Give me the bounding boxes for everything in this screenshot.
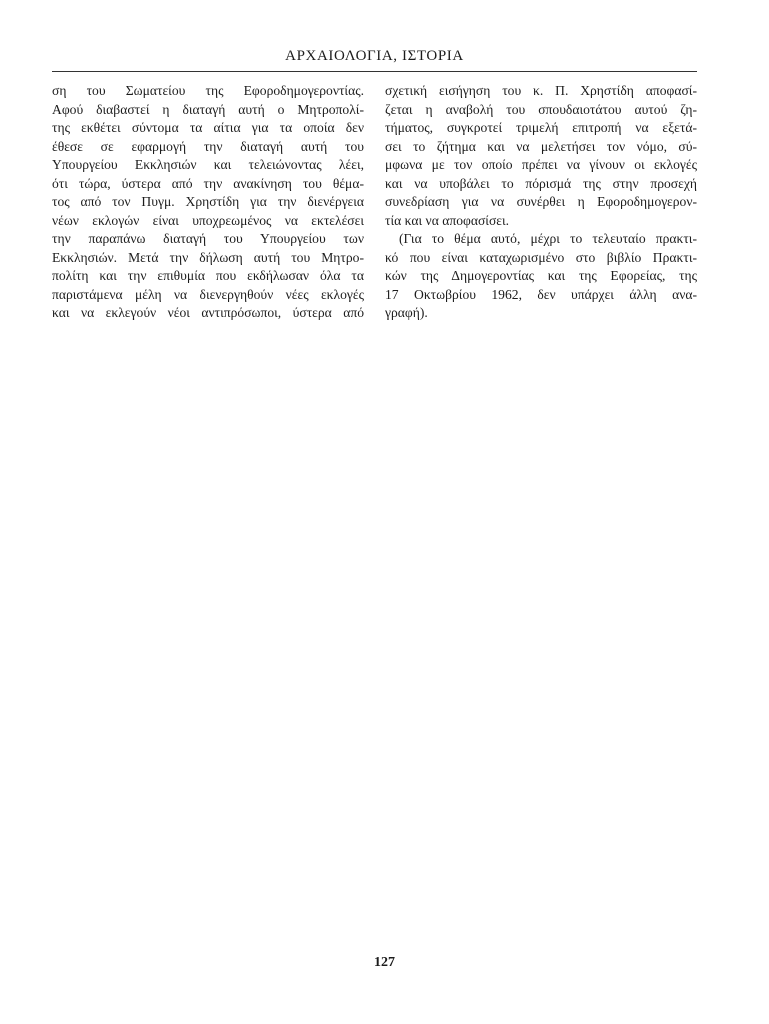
running-header: ΑΡΧΑΙΟΛΟΓΙΑ, ΙΣΤΟΡΙΑ [285, 48, 464, 64]
text-line: νέων εκλογών είναι υποχρεωμένος να εκτελέσει [52, 212, 364, 228]
text-line: έθεσε σε εφαρμογή την διαταγή αυτή του [52, 138, 364, 154]
text-line: και να υποβάλει το πόρισμά της στην προσεχή [385, 175, 697, 191]
text-line: ζεται η αναβολή του σπουδαιοτάτου αυτού ζη- [385, 101, 697, 117]
text-line: πολίτη και την επιθυμία που εκδήλωσαν όλα τα [52, 268, 364, 283]
text-line: τία και να αποφασίσει. [385, 212, 510, 228]
text-line: τος από τον Πυγμ. Χρηστίδη για την διενέργεια [52, 194, 364, 209]
text-line: Εκκλησιών. Μετά την δήλωση αυτή του Μητρο- [52, 249, 364, 265]
right-text-column [385, 82, 697, 323]
text-line: (Για το θέμα αυτό, μέχρι το τελευταίο πρακτι- [399, 231, 697, 246]
text-line: σχετική εισήγηση του κ. Π. Χρηστίδη αποφασί- [385, 83, 697, 98]
text-line: μφωνα με τον οποίο πρέπει να γίνουν οι εκλογές [385, 157, 697, 172]
header-rule [52, 71, 697, 72]
text-line: ότι τώρα, ύστερα από την ανακίνηση του θέμα- [52, 175, 364, 191]
text-line: Αφού διαβαστεί η διαταγή αυτή ο Μητροπολί- [52, 101, 364, 117]
text-line: σει το ζήτημα και να μελετήσει τον νόμο, σύ- [385, 138, 697, 154]
text-line: παριστάμενα μέλη να διενεργηθούν νέες εκλογές [52, 286, 364, 302]
text-line: 17 Οκτωβρίου 1962, δεν υπάρχει άλλη ανα- [385, 286, 697, 302]
text-line: τήματος, συγκροτεί τριμελή επιτροπή να εξετά- [385, 120, 697, 135]
left-text-column [52, 82, 364, 323]
text-line: κό που είναι καταχωρισμένο στο βιβλίο Πρακτι- [385, 249, 697, 265]
text-line: της εκθέτει σύντομα τα αίτια για τα οποία δεν [52, 120, 364, 135]
text-line: Υπουργείου Εκκλησιών και τελειώνοντας λέει, [52, 157, 364, 172]
page-number: 127 [374, 955, 395, 970]
text-line: συνεδρίαση για να συνέρθει η Εφοροδημογερον- [385, 194, 697, 209]
text-line: γραφή). [385, 305, 428, 320]
text-line: κών της Δημογεροντίας και της Εφορείας, της [385, 268, 697, 283]
text-line: ση του Σωματείου της Εφοροδημογεροντίας. [52, 83, 364, 98]
text-line: την παραπάνω διαταγή του Υπουργείου των [52, 231, 364, 246]
text-line: και να εκλεγούν νέοι αντιπρόσωποι, ύστερα από [52, 305, 364, 320]
